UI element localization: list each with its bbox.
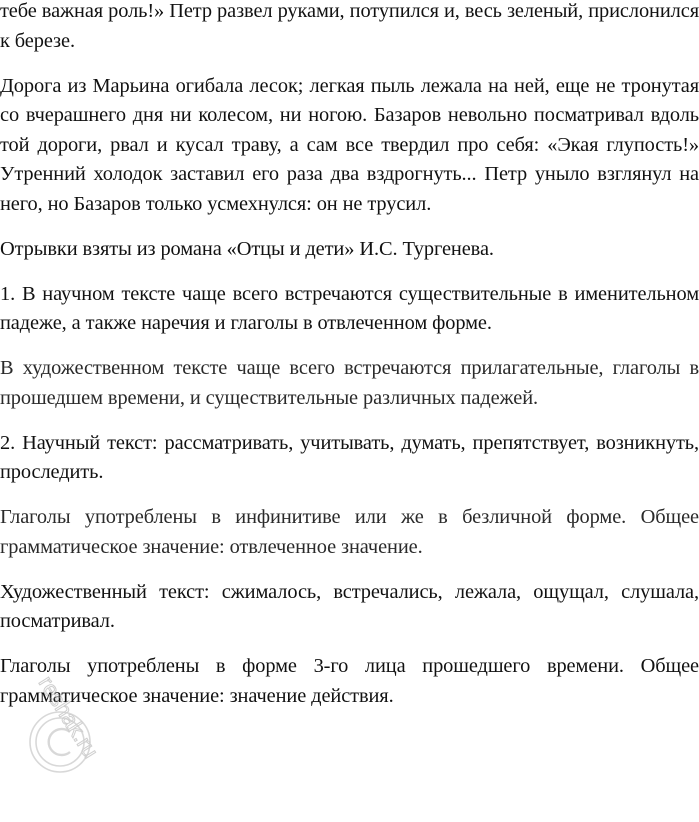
paragraph-excerpt-ending: тебе важная роль!» Петр развел руками, потупился и, весь зеленый, прислонился к березе. [0,0,699,52]
paragraph-answer-1-artistic: В художественном тексте чаще всего встречаются прилагательные, глаголы в прошедшем времени, и существительные различных падежей. [0,357,699,409]
watermark-text: reshak.ru [33,671,104,763]
paragraph-answer-2-scientific: 2. Научный текст: рассматривать, учитывать, думать, препятствует, возникнуть, проследить. [0,431,699,483]
paragraph-source-note: Отрывки взяты из романа «Отцы и дети» И.С. Тургенева. [0,237,494,260]
paragraph-answer-2-artistic: Художественный текст: сжималось, встречались, лежала, ощущал, слушала, посматривал. [0,580,699,632]
paragraph-answer-2-scientific-meaning: Глаголы употреблены в инфинитиве или же в безличной форме. Общее грамматическое значение: отвлеченное значение. [0,506,699,558]
paragraph-answer-2-artistic-meaning: Глаголы употреблены в форме 3-го лица прошедшего времени. Общее грамматическое значение: значение действия. [0,655,699,707]
paragraph-excerpt-road: Дорога из Марьина огибала лесок; легкая пыль лежала на ней, еще не тронутая со вчерашнего дня ни колесом, ни ногою. Базаров невольно посматривал вдоль той дороги, рвал и кусал траву, а сам все твердил про себя: «Экая глупость!» Утренний холодок заставил его раза два вздрогнуть... Петр уныло взглянул на него, но Базаров только усмехнулся: он не трусил. [0,74,699,215]
paragraph-answer-1-scientific: 1. В научном тексте чаще всего встречаются существительные в именительном падеже, а также наречия и глаголы в отвлеченном форме. [0,282,699,334]
